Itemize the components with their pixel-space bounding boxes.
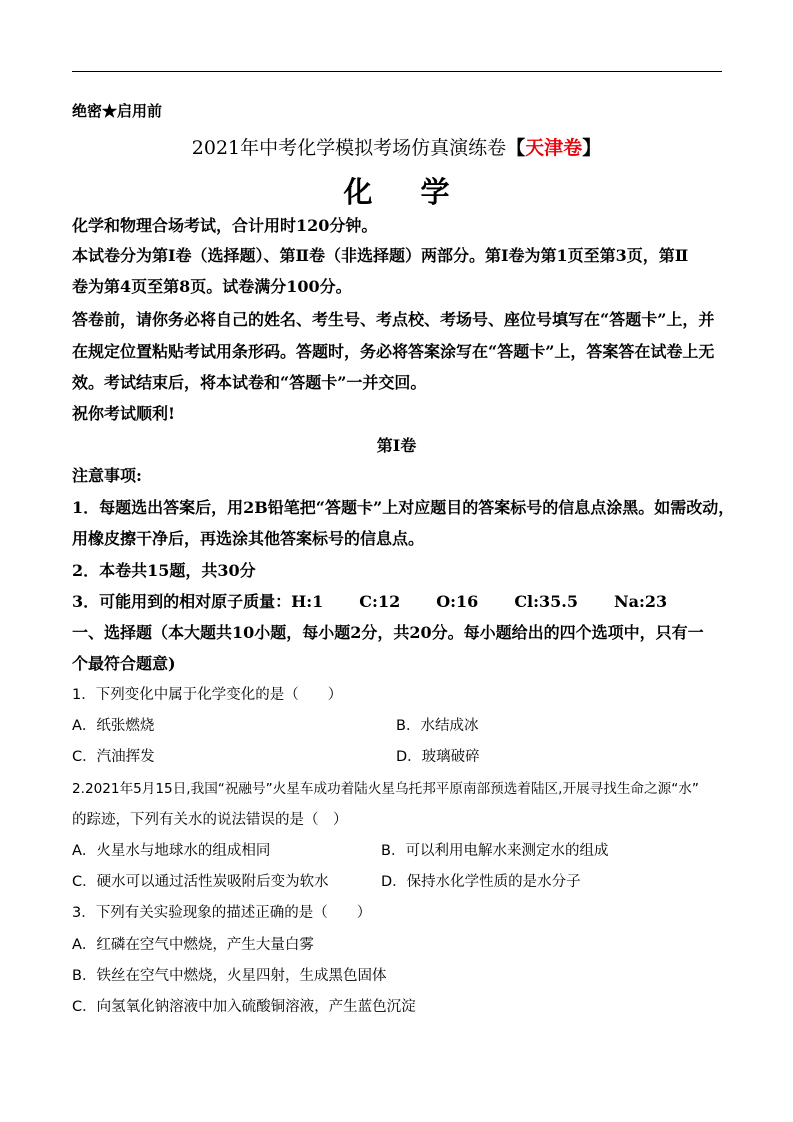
atomic-mass: Cl:35.5 <box>514 592 578 611</box>
question-2-option-c: C．硬水可以通过活性炭吸附后变为软水 <box>72 874 329 890</box>
question-2-stem-line1: 2.2021年5月15日,我国“祝融号”火星车成功着陆火星乌托邦平原南部预选着陆区,开展寻找生命之源“水” <box>72 781 699 797</box>
question-2-option-d: D．保持水化学性质的是水分子 <box>381 874 581 890</box>
intro-p1: 化学和物理合场考试，合计用时120分钟。 <box>72 216 378 235</box>
notice-1-line1: 1．每题选出答案后，用2B铅笔把“答题卡”上对应题目的答案标号的信息点涂黑。如需改动， <box>72 498 735 517</box>
question-1-option-c: C．汽油挥发 <box>72 749 155 765</box>
question-2-option-b: B．可以利用电解水来测定水的组成 <box>381 843 609 859</box>
exam-title-main: 2021年中考化学模拟考场仿真演练卷 <box>191 137 507 159</box>
section-title: 第Ⅰ卷 <box>376 436 417 455</box>
question-2-stem-line2: 的踪迹，下列有关水的说法错误的是（ ） <box>72 812 348 828</box>
question-2-option-a: A．火星水与地球水的组成相同 <box>72 843 271 859</box>
question-3-option-a: A．红磷在空气中燃烧，产生大量白雾 <box>72 937 314 953</box>
atomic-mass: C:12 <box>359 592 401 611</box>
notice-3-label: 3．可能用到的相对原子质量： <box>72 592 292 611</box>
atomic-mass: Na:23 <box>614 592 668 611</box>
question-1-option-b: B．水结成冰 <box>396 718 479 734</box>
intro-p4: 祝你考试顺利! <box>72 404 176 423</box>
question-3-option-b: B．铁丝在空气中燃烧，火星四射，生成黑色固体 <box>72 968 387 984</box>
bracket-close: 】 <box>582 137 602 159</box>
question-3-stem: 3．下列有关实验现象的描述正确的是（ ） <box>72 905 372 921</box>
intro-p3-line3: 效。考试结束后，将本试卷和“答题卡”一并交回。 <box>72 373 427 392</box>
part1-heading-line2: 个最符合题意) <box>72 654 176 673</box>
notice-1-line2: 用橡皮擦干净后，再选涂其他答案标号的信息点。 <box>72 529 425 548</box>
exam-title <box>0 136 793 160</box>
notice-3 <box>72 592 667 612</box>
exam-region: 天津卷 <box>525 137 583 159</box>
notice-2: 2．本卷共15题，共30分 <box>72 561 256 580</box>
atomic-mass: H:1 <box>291 592 324 611</box>
subject-title: 化学 <box>343 175 498 209</box>
question-3-option-c: C．向氢氧化钠溶液中加入硫酸铜溶液，产生蓝色沉淀 <box>72 999 416 1015</box>
secret-label: 绝密★启用前 <box>72 102 163 120</box>
header-rule <box>72 71 722 72</box>
intro-p3-line2: 在规定位置粘贴考试用条形码。答题时，务必将答案涂写在“答题卡”上，答案答在试卷上无 <box>72 342 715 361</box>
intro-p2-line1: 本试卷分为第Ⅰ卷（选择题）、第Ⅱ卷（非选择题）两部分。第Ⅰ卷为第1页至第3页，第Ⅱ <box>72 246 689 265</box>
intro-p2-line2: 卷为第4页至第8页。试卷满分100分。 <box>72 277 352 296</box>
question-1-option-d: D．玻璃破碎 <box>396 749 480 765</box>
question-1-option-a: A．纸张燃烧 <box>72 718 155 734</box>
intro-p3-line1: 答卷前，请你务必将自己的姓名、考生号、考点校、考场号、座位号填写在“答题卡”上，并 <box>72 310 715 329</box>
atomic-mass: O:16 <box>436 592 479 611</box>
part1-heading-line1: 一、选择题（本大题共10小题，每小题2分，共20分。每小题给出的四个选项中，只有一 <box>72 623 704 642</box>
question-1-stem: 1．下列变化中属于化学变化的是（ ） <box>72 687 343 703</box>
notice-title: 注意事项: <box>72 466 142 485</box>
bracket-open: 【 <box>506 137 526 159</box>
